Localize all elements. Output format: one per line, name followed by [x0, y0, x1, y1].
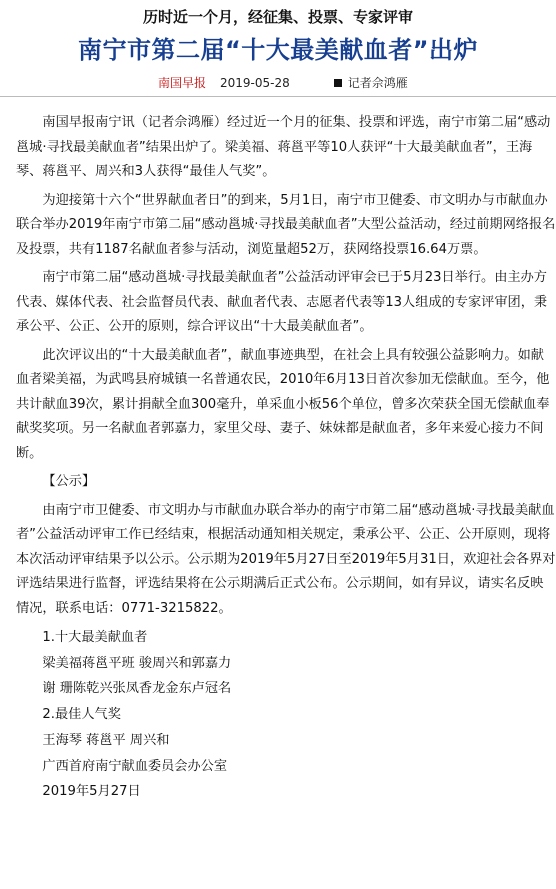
paragraph-review: 南宁市第二届“感动邕城·寻找最美献血者”公益活动评审会已于5月23日举行。由主办方代表、媒体代表、社会监督员代表、献血者代表、志愿者代表等13人组成的专家评审团，秉承公平、公正、公开的原则，综合评议出“十大最美献血者”。	[16, 270, 548, 334]
article-kicker: 历时近一个月，经征集、投票、专家评审	[142, 8, 413, 26]
paragraph-lead: 南国早报南宁讯（记者佘鸿雁）经过近一个月的征集、投票和评选，南宁市第二届“感动邕城·寻找最美献血者”结果出炉了。梁美福、蒋邕平等10人获评“十大最美献血者”，王海琴、蒋邕平、周兴和3人获得“最佳人气奖”。	[16, 115, 551, 179]
issue-date: 2019年5月27日	[42, 784, 141, 800]
issuer-name: 广西首府南宁献血委员会办公室	[42, 758, 228, 774]
reporter-name: 记者佘鸿雁	[347, 76, 408, 90]
article-headline: 南宁市第二届“十大最美献血者”出炉	[77, 36, 479, 64]
award-heading-top10: 1.十大最美献血者	[42, 630, 148, 645]
article-body	[16, 111, 556, 805]
source-link[interactable]: 南国早报	[158, 76, 207, 90]
award-heading-popularity: 2.最佳人气奖	[42, 707, 121, 723]
paragraph-examples: 此次评议出的“十大最美献血者”，献血事迹典型，在社会上具有较强公益影响力。如献血者梁美福，为武鸣县府城镇一名普通农民，2010年6月13日首次参加无偿献血。至今，他共计献血39次，累计捐献全血300毫升，单采血小板56个单位，曾多次荣获全国无偿献血奉献奖奖项。另一名献血者郭嘉力，家里父母、妻子、妹妹都是献血者，多年来爱心接力不间断。	[16, 347, 550, 461]
square-bullet-icon	[334, 79, 342, 87]
paragraph-notice: 由南宁市卫健委、市文明办与市献血办联合举办的南宁市第二届“感动邕城·寻找最美献血者”公益活动评审工作已经结束，根据活动通知相关规定，秉承公平、公正、公开原则，现将本次活动评审结果予以公示。公示期为2019年5月27日至2019年5月31日，欢迎社会各界对评选结果进行监督，评选结果将在公示期满后正式公布。公示期间，如有异议，请实名反映情况，联系电话：0771-3215822。	[16, 502, 556, 616]
winners-line-2: 谢 珊陈乾兴张凤香龙金东卢冠名	[42, 681, 232, 697]
header-divider	[0, 96, 556, 97]
popularity-winners: 王海琴 蒋邕平 周兴和	[42, 732, 170, 748]
winners-line-1: 梁美福蒋邕平班 骏周兴和郭嘉力	[42, 655, 232, 671]
notice-heading: 【公示】	[42, 474, 96, 489]
paragraph-background: 为迎接第十六个“世界献血者日”的到来，5月1日，南宁市卫健委、市文明办与市献血办联合举办2019年南宁市第二届“感动邕城·寻找最美献血者”大型公益活动，经过前期网络报名及投票，共有1187名献血者参与活动，浏览量超52万，获网络投票16.64万票。	[16, 192, 556, 257]
publish-date: 2019-05-28	[220, 76, 290, 90]
article-meta	[158, 74, 408, 91]
